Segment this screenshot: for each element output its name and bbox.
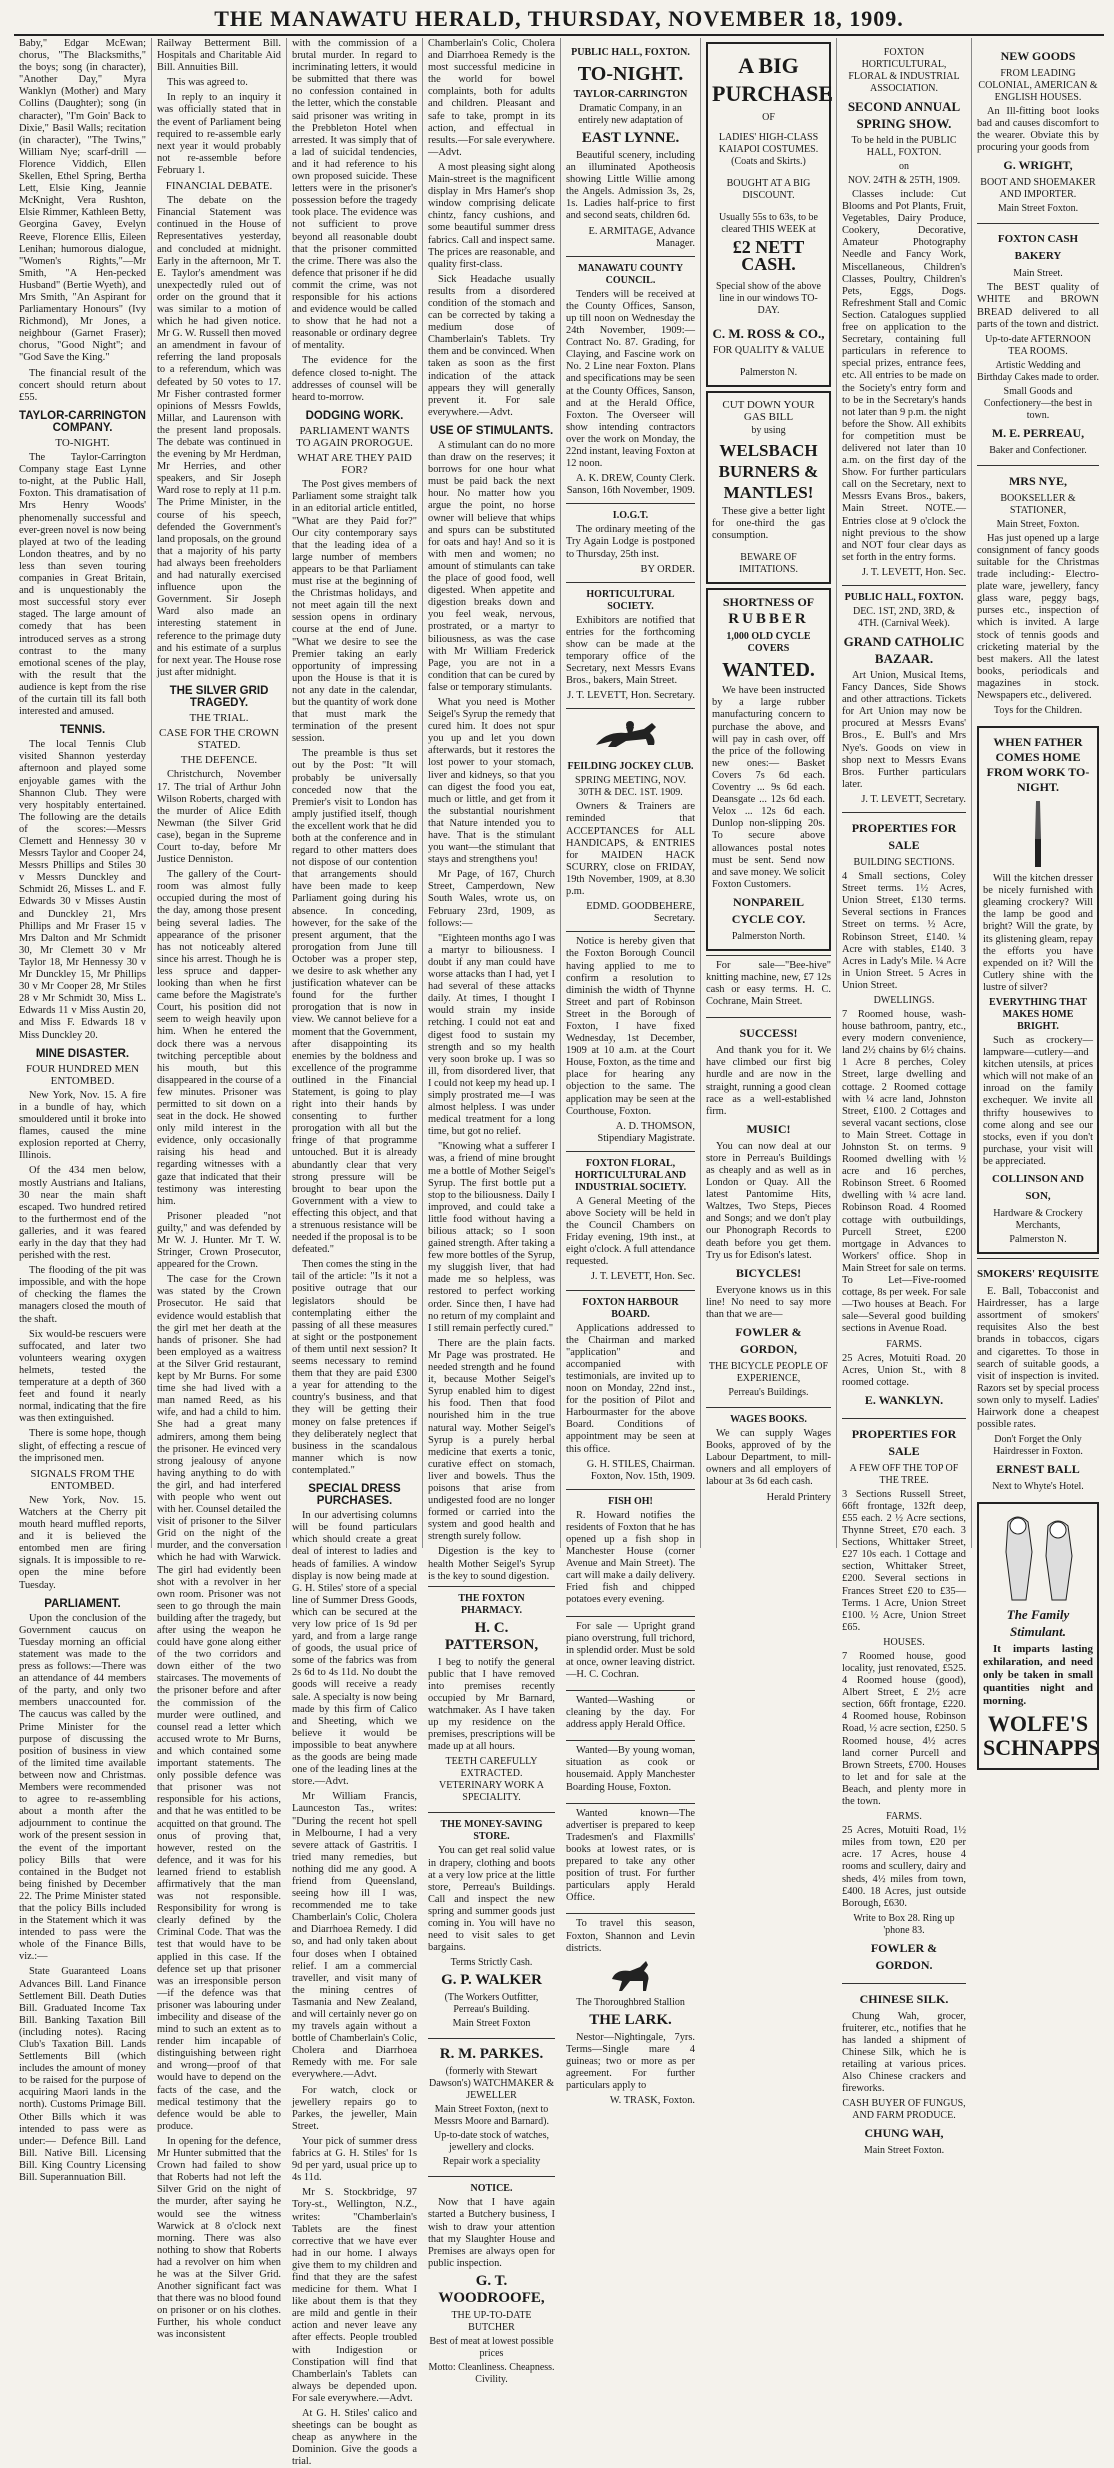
ad-place: Palmerston N.	[1009, 1234, 1067, 1246]
ad-tag: BEWARE OF IMITATIONS.	[739, 552, 798, 576]
ad-body: You can get real solid value in drapery, clothing and boots at a very low price at the little store, Perreau's Buildings. Call and inspect the new spring and summer goods just coming in. You will have no need to visit sales to get bargains.	[428, 1845, 555, 1954]
ad-place: Palmerston N.	[739, 367, 798, 378]
ad-title: FISH OH!	[608, 1495, 653, 1507]
ad-sign: BY ORDER.	[640, 563, 695, 575]
article-paragraph: State Guaranteed Loans Advances Bill. Land Finance Settlement Bill. Death Duties Bill. Graduated Income Tax Bill. Banking Taxation Bill (including notes). Racing Club's Taxation Bill. Lands Settlements Bill (which includes the amount of money to be raised for the purpose of acquiring Maori lands in the north). Customs Primage Bill. Other Bills which it was intended to pass were as under:— Defence Bill. Land Bill. Native Bill. Licensing Bill. King Country Licensing Bill. Superannuation Bill.	[19, 1966, 146, 2184]
ad-farms: FARMS.	[886, 1338, 922, 1350]
ad-body: I beg to notify the general public that I have removed into premises recently occupied by Mr Barnard, watchmaker. As I have taken up my residence on the premises, prescriptions will be made up at all hours.	[428, 1656, 555, 1753]
column-3	[287, 38, 423, 2468]
ad-dwellings: DWELLINGS.	[873, 994, 935, 1006]
ad-title: WAGES BOOKS.	[730, 1414, 807, 1426]
article-paragraph: The evidence for the defence closed to-night. The addresses of counsel will be heard to-morrow.	[292, 355, 417, 403]
subheading: FOUR HUNDRED MEN ENTOMBED.	[25, 1062, 140, 1087]
ad-title: WHEN FATHER COMES HOME FROM WORK TO-NIGHT.	[986, 735, 1090, 795]
ad-bought: BOUGHT AT A BIG DISCOUNT.	[726, 178, 811, 201]
ad-list: 3 Sections Russell Street, 66ft frontage, 132ft deep, £55 each. 2 ½ Acre sections, Thynne Street, £70 each. 3 Sections, Whittaker Street, £27 10s each. 1 Cottage and section, Whittaker Street, £200. Several sections in Frances Street £20 to £35—Terms. 1 Acre, Union Street £100. ½ Acre, Union Street £65.	[842, 1488, 966, 1633]
ad-success	[706, 1017, 831, 1404]
ad-name: THE LARK.	[589, 2011, 672, 2028]
ad-on: on	[899, 161, 909, 172]
ad-covers: 1,000 OLD CYCLE COVERS	[726, 631, 811, 655]
ad-new-goods	[977, 41, 1099, 220]
ad-by: by using	[751, 425, 786, 436]
ad-slogan: FOR QUALITY & VALUE	[712, 345, 825, 356]
ad-body: For sale — Upright grand piano overstrung, full trichord, in splendid order. Must be sold at once, owner leaving district.—H. C. Cochran.	[566, 1620, 695, 1680]
masthead-title: THE MANAWATU HERALD, THURSDAY, NOVEMBER 18, 1909.	[214, 6, 904, 31]
article-paragraph: Mr S. Stockbridge, 97 Tory-st., Wellington, N.Z., writes: "Chamberlain's Tablets are the finest corrective that we have ever had in our home. I always give them to my children and find that they are the safest medicine for them. What I like about them is that they are mild and gentle in their action and never leave any after effects. People troubled with Indigestion or Constipation will find that Chamberlain's Tablets can always be depended upon. For sale everywhere.—Advt.	[292, 2187, 417, 2404]
ad-bicycles-text: Everyone knows us in this line! No need to say more than that we are—	[706, 1284, 831, 1320]
ad-address: Next to Whyte's Hotel.	[992, 1481, 1084, 1493]
ad-sign: EDMD. GOODBEHERE, Secretary.	[586, 901, 695, 925]
ad-piano	[566, 1616, 695, 1687]
ad-body: (formerly with Stewart Dawson's) WATCHMAKER & JEWELLER	[429, 2066, 554, 2102]
ad-rubber: RUBBER	[728, 611, 809, 628]
ad-title: CHINESE SILK.	[859, 1991, 949, 2006]
ad-body: R. Howard notifies the residents of Foxton that he has opened up a fish shop in Manchester House (corner Avenue and Main Street). The cart will make a daily delivery. Fried fish and chipped potatoes every evening.	[566, 1509, 695, 1606]
ad-spring-show	[842, 41, 966, 582]
article-paragraph: The debate on the Financial Statement was continued in the House of Representatives yesterday, and concluded at midnight. Early in the afternoon, Mr T. E. Taylor's amendment was unexpectedly ruled out of order on the ground that it was similar to a motion of which he had given notice. Mr G. W. Russell then moved an amendment in favour of referring the land proposals to a referendum, which was defeated by 50 votes to 17. Mr Fisher contrasted former opinions of Messrs Fowlds, Millar, and Laurenson with the present land proposals. The debate was continued in the evening by Mr Herdman, Mr Herries, and other speakers, and Sir Joseph Ward rose to reply at 11 p.m. The Prime Minister, in the course of his speech, defended the Government's land proposals, on the ground that a majority of his party had always been freeholders and had naturally exercised influence upon the Government. Sir Joseph Ward also made an interesting statement in reference to the primage duty and his estimate of a surplus for next year. The House rose just after midnight.	[157, 195, 281, 678]
ad-body: For sale—"Bee-hive" knitting machine, new, £7 12s cash or easy terms. H. C. Cochrane, Main Street.	[706, 959, 831, 1008]
article-paragraph: There are the plain facts. Mr Page was prostrated. He needed strength and he found it, because Mother Seigel's Syrup enabled him to digest his food. Then that food nourished him in the true natural way. Mother Seigel's Syrup is a purely herbal medicine that exerts a tonic, curative effect on stomach, liver and bowels. Thus the poisons that arise from undigested food are no longer formed or carried into the system and good health and strength surely follow.	[428, 1337, 555, 1543]
ad-sign: W. TRASK, Foxton.	[609, 2095, 695, 2107]
ad-sub: FROM LEADING COLONIAL, AMERICAN & ENGLISH HOUSES.	[978, 68, 1098, 103]
ad-welsbach	[706, 391, 831, 584]
ad-terms: Terms Strictly Cash.	[450, 1957, 533, 1969]
ad-brand: WOLFE'S SCHNAPPS	[983, 1711, 1100, 1761]
ad-body: It imparts lasting exhilaration, and need only be taken in small quantities night and morning.	[983, 1643, 1093, 1708]
article-paragraph: "Eighteen months ago I was a martyr to biliousness. I doubt if any man could have worse attacks than I had, yet I had several of these attacks daily. At times, I thought I would strain my inside retching. I could not eat and digest food to sustain my strength and so my health very soon broke up. I was so ill, from disordered liver, that I could not keep my head up. I simply prostrated me—I was almost helpless. I was under medical treatment for a long time, but got no relief.	[428, 932, 555, 1138]
ad-title: NEW GOODS	[1000, 49, 1076, 63]
ad-knitting-machine	[706, 955, 831, 1014]
ad-body: Exhibitors are notified that entries for the forthcoming show can be made at the temporary office of the Secretary, next Messrs Evans Bros., bakers, Main Street.	[566, 614, 695, 687]
ad-jockey-club	[566, 708, 695, 928]
ad-sign: J. T. LEVETT, Secretary.	[861, 793, 966, 805]
ad-name: G. T. WOODROOFE,	[438, 2272, 545, 2306]
ad-floral-society	[566, 1151, 695, 1287]
ad-title: FOXTON HARBOUR BOARD.	[582, 1296, 679, 1320]
ad-head: SHORTNESS OF	[722, 595, 815, 610]
column-5	[561, 38, 701, 2107]
ad-body: We have been instructed by a large rubber manufacturing concern to purchase the above, and will pay in cash over, off the price of the following new ones:— Basket Covers 7s 6d each. Coventry ... 9s 6d each. Deansgate ... 12s 6d each. Velox ... 12s 6d each. Dunlop non-slipping 20s. To secure above allowances postal notes must be sent. Send now and save money. We solicit Foxton Customers.	[712, 685, 825, 890]
heading-taylor-carrington: TAYLOR-CARRINGTON COMPANY.	[19, 409, 146, 434]
ad-sign: E. ARMITAGE, Advance Manager.	[588, 225, 695, 249]
ad-tag: Don't Forget the Only Hairdresser in Foxton.	[993, 1434, 1083, 1458]
ad-chinese-silk	[842, 1983, 966, 2163]
ad-books	[566, 1803, 695, 1911]
article-paragraph: This was agreed to.	[167, 77, 248, 89]
ad-title: HORTICULTURAL SOCIETY.	[586, 588, 675, 612]
article-paragraph: Your pick of summer dress fabrics at G. H. Stiles' for 1s 9d per yard, usual price up to 4s 11d.	[292, 2135, 417, 2184]
dutch-children-illustration-icon	[988, 1512, 1088, 1602]
ad-list: 25 Acres, Motuiti Road, 1½ miles from town, £20 per acre. 17 Acres, house 4 rooms and scullery, dairy and sheds, 4½ miles from town, £400. 18 Acres, just outside Borough, £630.	[842, 1825, 966, 1909]
ad-stock: Up-to-date stock of watches, jewellery and clocks.	[434, 2130, 549, 2154]
ad-body: Classes include: Cut Blooms and Pot Plants, Fruit, Vegetables, Dairy Produce, Cookery, Decorative, Amateur Photography Needle and Fancy Work, Miscellaneous, Children's Classes, Poultry, Children's Pets, Eggs, Dogs. Refreshment Stall and Comic Section. Catalogues supplied free on application to the Secretary, containing full particulars in reference to special prizes, entrance fees, etc. All entries to be made on the Society's entry form and to be in the Secretary's hands not later than 9 p.m. the night before the Show. All exhibits for competition must be delivered not later than 10 a.m. on the first day of the Show. For further particulars call on the Secretary, next to Messrs Evans Bros., bakers, Main Street. NOTE.—Entries close at 9 o'clock the night previous to the show and NOT four clear days as set forth in the entry forms.	[842, 189, 966, 563]
ad-farms: FARMS.	[886, 1811, 922, 1823]
ad-big: SECOND ANNUAL SPRING SHOW.	[847, 99, 961, 131]
ad-east-lynne	[566, 41, 695, 253]
ad-sub: BOOKSELLER & STATIONER,	[1000, 492, 1076, 516]
ad-body: Dramatic Company, in an entirely new adaptation of	[578, 103, 683, 126]
article-paragraph: Mr William Francis, Launceston Tas., writes: "During the recent hot spell in Melbourne, I had a very severe attack of Gastritis. I tried many remedies, but nothing did me any good. A friend from Queensland, seeing how ill I was, recommended me to take Chamberlain's Colic, Cholera and Diarrhoea Remedy. I did so, and had only taken about four doses when I obtained relief. I am a commercial traveller, and visit many of the mining centres of Tasmania and New Zealand, and will certainly never go on my travels again without a bottle of Chamberlain's Colic, Cholera and Diarrhoea Remedy with me. For sale everywhere.—Advt.	[292, 1791, 417, 2081]
concert-programme: Baby," Edgar McEwan; chorus, "The Blacksmiths," the boys; song (in character), "Another Day," Myra Wanklyn (Mother) and Mary Collins (Daughter); song (in character), "I'm Goin' Back to Dixie," Basil Walls; recitation (in character), "The Twins," William Nye; scarf-drill —Florence Viddich, Ellen Skellen, Ethel Spring, Bertha Lett, Elsie King, Jeannie McKnight, Vera Rushton, Elsie Rimmer, Kathleen Betty, Georgina Gavey, Evelyn Reeve, Florence Ellis, Eileen Lenihan; humorous dialogue, "Women's Rights,"—Mr Smith, "A Hen-pecked Husband" (Bertie Wyeth), and Mrs Smith, "An Aspirant for Parliamentary Honours" (Ivy Richmond), Mr Jones, a neighbour (Garnet Fraser); chorus, "Good Night"; and "God Save the King."	[19, 38, 146, 364]
ad-head: CUT DOWN YOUR GAS BILL	[722, 399, 815, 423]
ad-harbour-board	[566, 1290, 695, 1486]
ad-address: Main Street Foxton, (next to Messrs Moore and Barnard).	[434, 2104, 549, 2128]
ad-tag: Repair work a speciality	[442, 2156, 541, 2168]
ad-trade: Baker and Confectioner.	[989, 444, 1087, 456]
ad-address: Main Street Foxton.	[997, 203, 1079, 215]
ad-sub: The Thoroughbred Stallion	[576, 1996, 685, 2008]
ad-body: The ordinary meeting of the Try Again Lodge is postponed to Thursday, 25th inst.	[566, 524, 695, 560]
ad-best: Best of meat at lowest possible prices	[429, 2335, 554, 2359]
ad-title: NOTICE.	[470, 2183, 513, 2195]
ad-sections: BUILDING SECTIONS.	[853, 857, 955, 869]
ad-list: 25 Acres, Motuiti Road. 20 Acres, Union St., with 8 roomed cottage.	[842, 1352, 966, 1388]
ad-body: Wanted known—The advertiser is prepared to keep Tradesmen's and Flaxmills' books at lowest rates, or is prepared to take any other position of trust. For further particulars apply Herald Office.	[566, 1807, 695, 1904]
ad-county-council	[566, 256, 695, 501]
ad-sign: G. H. STILES, Chairman. Foxton, Nov. 15th, 1909.	[586, 1458, 695, 1482]
heading-silver-grid: THE SILVER GRID TRAGEDY.	[169, 684, 269, 709]
ad-sign: E. WANKLYN.	[864, 1392, 944, 1407]
ad-firm-sub: THE BICYCLE PEOPLE OF EXPERIENCE,	[708, 1361, 829, 1385]
ad-address: Main Street Foxton.	[863, 2145, 945, 2157]
ad-smokers	[977, 1258, 1099, 1498]
article-paragraph: The Post gives members of Parliament some straight talk in an editorial article entitled, "What are they Paid for?" Our city contemporary says that the leading idea of a large number of members appears to be that Parliament must rise at the beginning of the Christmas holidays, and not meet again till the next session opens in ordinary course at the end of June. "What we desire to see the Premier taking an early opportunity of impressing upon the House is that it is not any date in the calendar, but the quantity of work done that must mark the termination of the present session.	[292, 479, 417, 745]
ad-money-saving-store	[428, 1812, 555, 2035]
ad-firm: FOWLER & GORDON,	[735, 1325, 802, 1357]
ad-name: COLLINSON AND SON,	[992, 1173, 1084, 1203]
article-paragraph: Prisoner pleaded "not guilty," and was defended by Mr W. J. Hunter. Mr T. W. Stringer, Crown Prosecutor, appeared for the Crown.	[157, 1210, 281, 1271]
article-paragraph: Upon the conclusion of the Government caucus on Tuesday morning an official statement was made to the press as follows:—There was an attendance of 44 members of the party, and only two members unaccounted for. The caucus was called by the Prime Minister for the purpose of discussing the position of business in view of the limited time available between now and Christmas. Members were recommended to agree to re-assembling about a month after the adjournment to continue the work of the present session in the event of the important policy Bills that were contained in the Budget not being finished by December 22. The Prime Minister stated that the policy Bills included in the Statement which it was intended to pass were the whole of the Finance Bills, viz.:—	[19, 1612, 146, 1963]
ad-title: PROPERTIES FOR SALE	[851, 1426, 957, 1458]
ad-date: NOV. 24TH & 25TH, 1909.	[847, 175, 961, 186]
ad-address: Main Street Foxton	[452, 2018, 531, 2030]
ad-houses: HOUSES.	[883, 1636, 925, 1648]
column-7	[837, 38, 972, 2157]
ad-big: GRAND CATHOLIC BAZAAR.	[843, 634, 965, 666]
ad-body: We can supply Wages Books, approved of by the Labour Department, to mill-owners and all employers of labour at 3s 6d each cash.	[706, 1428, 831, 1488]
ad-motto: Motto: Cleanliness. Cheapness. Civility.	[428, 2361, 555, 2385]
ad-text: Beautiful scenery, including an illuminated Apotheosis showing Little Willie among the Angels. Admission 3s, 2s, 1s. Ladies half-price to first and second seats, children 6d.	[566, 150, 695, 222]
ad-body: Owners & Trainers are reminded that ACCEPTANCES for ALL HANDICAPS, & ENTRIES for MAIDEN HACK SCURRY, close on FRIDAY, 19th November, 1909, at 8.30 p.m.	[566, 801, 695, 898]
ad-title: SMOKERS' REQUISITE	[977, 1268, 1099, 1281]
ad-name: M. E. PERREAU,	[991, 425, 1085, 440]
ad-body: Wanted—Washing or cleaning by the day. For address apply Herald Office.	[566, 1695, 695, 1731]
ad-body: Has just opened up a large consignment of fancy goods suitable for the Christmas trade including:- Electro-plate ware, jewellery, fancy glass ware, peggy bags, purses etc., inspection of which is invited. A large stock of tennis goods and cricketing material by the best makers. All the latest books, periodicals and magazines in stock. Newspapers etc., delivered.	[977, 532, 1099, 701]
ad-big: TO-NIGHT.	[577, 63, 684, 85]
subheading: WHAT ARE THEY PAID FOR?	[297, 452, 412, 477]
article-paragraph: The flooding of the pit was impossible, and with the hope of checking the flames the managers closed the mouth of the shaft.	[19, 1265, 146, 1325]
ad-body: Notice is hereby given that the Foxton Borough Council having applied to me to confirm a resolution to diminish the width of Thynne Street and part of Robinson Street in the Borough of Foxton, I have fixed Wednesday, 1st December, 1909 at 10 a.m. at the Court House, Foxton, as the time and place for hearing any objection to the same. The application may be seen at the Courthouse, Foxton.	[566, 936, 696, 1117]
ad-rubber	[706, 588, 831, 951]
ad-name: G. WRIGHT,	[1003, 158, 1073, 173]
ad-list: 7 Roomed house, good locality, just renovated, £525. 4 Roomed house (good), Albert Street, £ 2½ acre section, 66ft frontage, £220. 4 Roomed house, Robinson Road, ½ acre section, £250. 5 Roomed house, 4½ acres land corner Purcell and Brown Streets, £700. Houses to let and for sale at the Beach, and plenty more in the town.	[842, 1650, 966, 1808]
ad-sign: Herald Printery	[766, 1491, 831, 1503]
ad-list: 7 Roomed house, wash-house bathroom, pantry, etc., every modern convenience, land 2½ chains by 6½ chains. 1 Acre 8 perches, Coley Street, large dwelling and cottage. 2 Roomed cottage with ¼ acre land, Johnston Street, £100. 2 Cottages and several vacant sections, close to Main Street. Cottage in Johnston St. on terms. 9 Roomed dwelling with ½ acre and 16 perches, Robinson Street. 6 Roomed dwelling with ¼ acre land. Robinson Road. 4 Roomed cottage with outbuildings, Purcell Street, £200 mortgage in Advances to Workers' office. Shop in Main Street for sale on terms. To Let—Five-roomed cottage, 8s per week. For sale—Two houses at Beach. For sale—Several good building sections in Avenue Road.	[842, 1008, 966, 1335]
ad-body: The BEST quality of WHITE and BROWN BREAD delivered to all parts of the town and district.	[977, 282, 1099, 330]
ad-body: Chung Wah, grocer, fruiterer, etc., notifies that he has landed a shipment of Chinese Silk, which he is retailing at various prices. Also Chinese crackers and fireworks.	[842, 2010, 966, 2095]
column-8	[972, 38, 1104, 1761]
ad-special: Special show of the above line in our windows TO-DAY.	[716, 281, 821, 316]
ad-woodroofe	[428, 2176, 555, 2391]
ad-bicycles: BICYCLES!	[735, 1265, 802, 1280]
ad-body: An Ill-fitting boot looks bad and causes discomfort to the wearer. Obviate this by procuring your goods from	[977, 106, 1099, 154]
ad-play: EAST LYNNE.	[581, 130, 680, 146]
subheading-tonight: TO-NIGHT.	[55, 437, 110, 449]
ad-father-comes-home	[977, 726, 1099, 1254]
ad-company: TAYLOR-CARRINGTON	[573, 89, 688, 100]
article-paragraph: A stimulant can do no more than draw on the reserves; it borrows for one hour what must be paid back the next hour. No matter how you argue the point, no horse owner will believe that whips and spurs can be substituted for oats and hay! And so it is with men and women; no amount of stimulants can take the place of good food, well digested. When appetite and digestion breaks down and you feel weak, nervous, prostrated, or a martyr to biliousness, as was the case with Mr William Frederick Page, you are not in a condition that can be cured by false or temporary stimulants.	[428, 440, 555, 693]
ad-firm: C. M. ROSS & CO.,	[712, 326, 825, 341]
ad-tea: Up-to-date AFTERNOON TEA ROOMS.	[985, 333, 1091, 357]
article-paragraph: "Knowing what a sufferer I was, a friend of mine brought me a bottle of Mother Seigel's Syrup. The first bottle put a stop to the biliousness. Daily I improved, and could take a little food without having a bilious attack; so I soon gained strength. After taking a few more bottles of the Syrup, my sluggish liver, that had made me so helpless, was restored to perfect working order. Since then, I have had no return of my complaint and I still remain perfectly cured."	[428, 1141, 555, 1334]
ad-title: THE MONEY-SAVING STORE.	[440, 1819, 543, 1843]
ad-sub: (The Workers Outfitter, Perreau's Building.	[444, 1992, 539, 2016]
ad-notice-borough	[566, 931, 695, 1148]
ad-body: LADIES' HIGH-CLASS KAIAPOI COSTUMES. (Coats and Skirts.)	[718, 132, 819, 167]
ad-address: Main Street, Foxton.	[996, 518, 1080, 530]
concert-result: The financial result of the concert should return about £55.	[19, 367, 146, 403]
ad-sub: THE UP-TO-DATE BUTCHER	[451, 2309, 532, 2333]
ad-name: CHUNG WAH,	[864, 2126, 944, 2141]
ad-properties-wanklyn	[842, 812, 966, 1415]
ad-toys: Toys for the Children.	[993, 705, 1083, 717]
ad-sign: J. T. LEVETT, Hon. Sec.	[590, 1271, 695, 1283]
ad-big-purchase	[706, 42, 834, 387]
article-paragraph: with the commission of a brutal murder. In regard to incriminating letters, it would be submitted that there was no confession contained in the letter, which the constable said prisoner was writing in the Prebbleton Hotel when arrested. It was simply that of a lad of suicidal tendencies, and it had reference to his own proposed suicide. These letters were in the prisoner's possession before the tragedy took place. The evidence was not sufficient to prove beyond all reasonable doubt that the prisoner committed the crime. There was also the defence that prisoner if he did commit the crime, was not responsible for his actions and evidence would be called to show that he had not a reasonable or ordinary degree of mentality.	[292, 38, 417, 352]
ad-body: These give a better light for one-third the gas consumption.	[712, 506, 825, 542]
ad-cakes: Artistic Wedding and Birthday Cakes made to order.	[977, 359, 1099, 383]
article-paragraph: Then comes the sting in the tail of the article: "Is it not a positive outrage that our legislators should be contemplating either the passing of all these measures at sight or the postponement of them until next session? It seems necessary to remind them that they are paid £300 a year for attending to the country's business, and that they will be getting their money on false pretences if they deliberately neglect that business in the scandalous manner which is now contemplated."	[292, 1259, 417, 1476]
ad-title: FEILDING JOCKEY CLUB.	[567, 761, 694, 773]
knife-icon	[1028, 799, 1048, 869]
ad-cash-bakery	[977, 223, 1099, 461]
heading-stimulants: USE OF STIMULANTS.	[429, 424, 554, 437]
ad-sub: SPRING MEETING, NOV. 30TH & DEC. 1ST. 1909.	[575, 775, 686, 799]
ad-foxton-pharmacy	[428, 1586, 555, 1810]
ad-script: The Family Stimulant.	[1006, 1607, 1070, 1640]
subheading: PARLIAMENT WANTS TO AGAIN PROROGUE.	[296, 424, 413, 449]
column-1	[14, 38, 152, 2184]
ad-sign: FOWLER & GORDON.	[870, 1940, 938, 1972]
ad-sign: J. T. LEVETT, Hon. Sec.	[861, 566, 966, 578]
ad-body: Now that I have again started a Butchery business, I wish to draw your attention that my Slaughter House and Premises are always open for public inspection.	[428, 2197, 555, 2269]
article-paragraph: The case for the Crown was stated by the Crown Prosecutor. He said that evidence would establish that the girl met her death at the hands of prisoner. She had been employed as a waitress at the Silver Grid restaurant, kept by Mr Burns. For some time she had lived with a man named Reed, as his wife, and had a child to him. She had a great many admirers, among them being the prisoner. He evinced very strong jealousy of anyone having anything to do with the girl, and had interfered with people who went out with her. Counsel detailed the visit of prisoner to the Silver Grid on the night of the murder, and the conversation which he had with Warwick. The girl had evidently been shot with a revolver in her own room. Prisoner was not seen to go through the main building after the tragedy, but after using the weapon he could have gone along either of the two corridors and down either of the two staircases. The movements of the prisoner before and after the commission of the murder were outlined, and counsel read a letter which accused wrote to Mr Burns, and which contained some important statements. The only possible defence was that prisoner was not responsible for his actions, and that he was entitled to be acquitted on that ground. The onus of proving that, however, rested on the defence, and it was for his learned friend to establish affirmatively that the man was not responsible. Responsibility for wrong is clearly defined by the Criminal Code. That was the test that would have to be applied in this case. If the defence set up that prisoner was an irresponsible person—if the defence was that prisoner was labouring under imbecility and disease of the mind to such an extent as to render him incapable of distinguishing between right and wrong—proof of that would have to depend on the facts of the case, and the medical testimony that the defence would be able to produce.	[157, 1274, 281, 2132]
ad-music-text: You can now deal at our store in Perreau's Buildings as cheaply and as well as in London or Quay. All the latest Pantomime Hits, Waltzes, Two Steps, Pieces and Songs; and we don't play our Phonograph Records to death before you get them. Try us for Edison's latest.	[706, 1140, 831, 1261]
masthead	[14, 4, 1104, 36]
ad-title: MRS NYE,	[1008, 473, 1067, 488]
ad-mrs-nye	[977, 465, 1099, 722]
ad-wolfes-schnapps	[977, 1502, 1099, 1770]
ad-fish	[566, 1489, 695, 1613]
ad-name: R. M. PARKES.	[439, 2046, 544, 2063]
subheading: SIGNALS FROM THE ENTOMBED.	[30, 1467, 135, 1492]
ad-head: FOXTON HORTICULTURAL, FLORAL & INDUSTRIAL ASSOCIATION.	[848, 47, 960, 94]
subheading: CASE FOR THE CROWN STATED.	[159, 727, 279, 752]
ad-washing	[566, 1690, 695, 1737]
jockey-horse-icon	[586, 717, 676, 757]
ad-date: DEC. 1ST, 2ND, 3RD, & 4TH. (Carnival Week).	[852, 606, 956, 629]
ad-head: A FEW OFF THE TOP OF THE TREE.	[849, 1462, 959, 1486]
article-paragraph: Of the 434 men below, mostly Austrians and Italians, 30 near the main shaft escaped. Two hundred retired to the furthermost end of the galleries, and it was feared early in the day that they had perished with the rest.	[19, 1165, 146, 1262]
article-paragraph: Six would-be rescuers were suffocated, and later two volunteers wearing oxygen helmets, tested the temperature at a depth of 360 feet and found it nearly normal, indicating that the fire was then extinguished.	[19, 1328, 146, 1425]
subheading: THE DEFENCE.	[180, 754, 258, 767]
ad-price: £2 NETT CASH.	[732, 237, 805, 274]
ad-body: A General Meeting of the above Society will be held in the Council Chambers on Friday evening, 19th inst., at eight o'clock. A full attendance requested.	[566, 1195, 695, 1268]
heading-tennis: TENNIS.	[59, 724, 106, 737]
article-paragraph: Mr Page, of 167, Church Street, Camperdown, New South Wales, wrote us, on February 23rd, 1909, as follows:—	[428, 869, 555, 929]
heading-special-dress: SPECIAL DRESS PURCHASES.	[308, 1482, 401, 1508]
ad-every: EVERYTHING THAT MAKES HOME BRIGHT.	[989, 997, 1087, 1032]
article-paragraph: In reply to an inquiry it was officially stated that in the event of Parliament being required to re-assemble early next year it would probably not re-assemble before February 1.	[157, 92, 281, 176]
article-paragraph: For watch, clock or jewellery repairs go to Parkes, the jeweller, Main Street.	[292, 2084, 417, 2132]
ad-body: Art Union, Musical Items, Fancy Dances, Side Shows and other attractions. Tickets for Art Union may now be procured at Messrs Evans' Bros., E. Bull's and Mrs Nye's. Goods on view in shop next to Messrs Evans Bros. Further particulars later.	[842, 670, 966, 790]
article-paragraph: New York, Nov. 15. A fire in a bundle of hay, which smouldered until it broke into flames, caused the mine explosion reported at Cherry, Illinois.	[19, 1089, 146, 1162]
ad-horticultural	[566, 582, 695, 706]
ad-name: ERNEST BALL	[996, 1462, 1080, 1477]
ad-body: Applications addressed to the Chairman and marked "application" and accompanied with testimonials, are invited up to noon on Monday, 22nd inst., for the position of Pilot and Harbourmaster for the above Board. Conditions of appointment may be seen at this office.	[566, 1322, 695, 1455]
ad-body: Will the kitchen dresser be nicely furnished with gleaming crockery? Will the lamp be good and bright? Will the grate, by its glistening gleam, repay the efforts you have expended on it? Will the Cutlery shine with the lustre of silver?	[983, 873, 1093, 993]
ad-stallion	[566, 1913, 695, 2110]
ad-tag: TEETH CAREFULLY EXTRACTED. VETERINARY WORK A SPECIALITY.	[439, 1756, 544, 1804]
article-paragraph: The gallery of the Court-room was almost fully occupied during the most of the day, among those present being several ladies. The appearance of the prisoner has not noticeably altered since his arrest. Though he is less spruce and dapper-looking than when he first came before the Magistrate's Court, his position did not seem to weigh heavily upon him. When he entered the dock there was a nervous twitching perceptible about his mouth, but this disappeared in the course of a few minutes. Prisoner was permitted to sit down on a seat in the dock. He showed only mild interest in the evidence, only occasionally raising his head and regarding witnesses with a gaze that indicated that their testimony was interesting him.	[157, 869, 281, 1207]
ad-head: PUBLIC HALL, FOXTON.	[571, 47, 690, 58]
ad-sign: A. D. THOMSON, Stipendiary Magistrate.	[597, 1120, 695, 1144]
ad-big: WELSBACH BURNERS & MANTLES!	[718, 441, 819, 502]
stallion-horse-icon	[606, 1959, 656, 1993]
article-paragraph: A most pleasing sight along Main-street is the magnificent display in Mrs Hamer's shop window comprising delicate chintz, fancy cushions, and some beautiful summer dress fabrics. Call and inspect same. The prices are reasonable, and quality first-class.	[428, 161, 555, 270]
article-paragraph: The local Tennis Club visited Shannon yesterday afternoon and played some enjoyable games with the Shannon Club. They were very hospitably entertained. The following are the details of the scores:—Messrs Clemett and Hennessy 30 v Messrs Taylor and Cooper 24, Messrs Phillips and Stiles 30 v Messrs Dunckley and Schmidt 26, Misses L. and F. Edwards 30 v Misses Austin and Dunckley 21, Mrs Phillips and Mr Fraser 15 v Mrs Dalton and Mr Schmidt 30, Mr Clemett 30 v Mr Taylor 18, Mr Hennessy 30 v Mr Dunckley 15, Mr Phillips 30 v Mr Cooper 28, Mr Stiles 28 v Mr Schmidt 30, Miss L. Edwards 11 v Miss Austin 20, and Miss F. Edwards 18 v Miss Dunckley 20.	[19, 739, 146, 1041]
ad-title: THE FOXTON PHARMACY.	[458, 1592, 525, 1616]
ad-body: E. Ball, Tobacconist and Hairdresser, has a large assortment of smokers' requisites Also the best brands in tobaccos, cigars and cigarettes. To those in search of suitable goods, a visit of inspection is invited. Razors set by special process sown only to myself. Ladies' Hairwork done a cheapest possible rates.	[977, 1286, 1099, 1431]
ad-big: A BIG PURCHASE	[712, 53, 834, 106]
ad-title: I.O.G.T.	[612, 510, 649, 522]
article-paragraph: What you need is Mother Seigel's Syrup the remedy that cured him. It does not spur you up and let you down afterwards, but it restores the lost power to your stomach, liver and kidneys, so that you can digest the food you eat, much or little, and get from it the substantial nourishment that Nature intended you to have. That is the stimulant you want—the stimulant that stays and strengthens you!	[428, 696, 555, 866]
heading-financial-debate: FINANCIAL DEBATE.	[165, 180, 273, 193]
ad-title: PROPERTIES FOR SALE	[851, 821, 957, 853]
ad-trade: BOOT AND SHOEMAKER AND IMPORTER.	[980, 177, 1096, 201]
article-paragraph: The Taylor-Carrington Company stage East Lynne to-night, at the Public Hall, Foxton. This dramatisation of Mrs Henry Woods' phenomenally successful and ever-green novel is now being played at two of the leading London theatres, and by no less than seven touring companies in Great Britain, and is unquestionably the most successful story ever staged. The large amount of comedy that has been introduced serves as a strong contrast to the many emotional scenes of the play, with the result that the audience is kept from the rise of the curtain till its fall both interested and amused.	[19, 452, 146, 718]
article-paragraph: Chamberlain's Colic, Cholera and Diarrhoea Remedy is the most successful medicine in the world for bowel complaints, both for adults and children. Pleasant and safe to take, prompt in its action, and effectual in results.—For sale everywhere.—Advt.	[428, 38, 555, 158]
ad-held: To be held in the PUBLIC HALL, FOXTON.	[851, 135, 957, 158]
column-6	[701, 38, 837, 1548]
article-paragraph: The preamble is thus set out by the Post: "It will probably be universally conceded now that the Premier's visit to London has amply justified itself, though the excellent work that he did both at the conference and in regard to other matters does not dispose of our contention that arrangements should have been made to keep Parliament going during his absence. In conceding, however, for the sake of the present argument, that the prorogation from June till October was a proper step, we desire to ask whether any justification whatever can be found for the further prorogation that is now in view. We cannot believe for a moment that the Government, after disappointing its enemies by the boldness and excellence of the programme outlined in the Financial Statement, is going to play right into their hands by consenting to further prorogation with all but the fringe of that programme untouched. But it is already abundantly clear that very strong pressure will be brought to bear upon the Government with a view to effecting this object, and that a strenuous resistance will be needed if the proposal is to be defeated."	[292, 748, 417, 1256]
ad-body: And thank you for it. We have climbed our first big hurdle and are now in the straight, running a good clean race as a well-established firm.	[706, 1045, 831, 1117]
ad-title: FOXTON FLORAL, HORTICULTURAL AND INDUSTRIAL SOCIETY.	[574, 1157, 687, 1193]
ad-wanted: WANTED.	[722, 659, 815, 682]
column-2	[152, 38, 287, 2341]
heading-dodging-work: DODGING WORK.	[305, 409, 404, 422]
ad-parkes	[428, 2038, 555, 2173]
ad-title: FOXTON CASH BAKERY	[997, 233, 1079, 263]
ad-music: MUSIC!	[746, 1121, 791, 1136]
ad-body: Tenders will be received at the County Offices, Sanson, up till noon on Wednesday the 24th November, 1909:— Contract No. 87. Grading, for Claying, and Fascine work on No. 2 Line near Foxton. Plans and specifications may be seen at the County Offices, Sanson, and at the Herald Office, Foxton. The Overseer will show intending contractors over the work on Monday, the 22nd instant, leaving Foxton at 12 noon.	[566, 288, 696, 470]
ad-text: Nestor—Nightingale, 7yrs. Terms—Single mare 4 guineas; two or more as per agreement. For further particulars apply to	[566, 2031, 695, 2092]
ad-body: Wanted—By young woman, situation as cook or housemaid. Apply Manchester Boarding House, Foxton.	[566, 1745, 695, 1793]
ad-of: OF	[762, 112, 775, 123]
ad-address: Main Street.	[1013, 268, 1063, 280]
ad-firm: NONPAREIL CYCLE COY.	[731, 894, 806, 926]
ad-cook	[566, 1740, 695, 1799]
ad-trade: Hardware & Crockery Merchants,	[993, 1208, 1083, 1232]
ad-small: Small Goods and Confectionery—the best in town.	[983, 385, 1093, 421]
article-paragraph: In our advertising columns will be found particulars which should create a great deal of interest to ladies and heads of families. A window display is now being made at G. H. Stiles' store of a special line of Summer Dress Goods, which can be secured at the very low price of 1s 9d per yard, and from a large range of goods, the usual price of some of the fabrics was from 2s 6d to 4s 11d. No doubt the goods will receive a ready sale. A specialty is now being made by this firm of Calico and Sheeting, which we believe it would be impossible to beat anywhere as the goods are being made one of the leading lines at the store.—Advt.	[292, 1510, 417, 1788]
heading-parliament: PARLIAMENT.	[44, 1597, 121, 1610]
ad-name: H. C. PATTERSON,	[444, 1619, 539, 1653]
column-4	[423, 38, 561, 2385]
article-paragraph: Christchurch, November 17. The trial of Arthur John Wilson Roberts, charged with the murder of Alice Edith Newman (the Silver Grid case), began in the Supreme Court to-day, before Mr Justice Denniston.	[157, 769, 281, 866]
ad-place: Perreau's Buildings.	[728, 1387, 809, 1399]
ad-head: PUBLIC HALL, FOXTON.	[844, 592, 964, 603]
ad-title: MANAWATU COUNTY COUNCIL.	[577, 262, 684, 286]
ad-body: To travel this season, Foxton, Shannon and Levin districts.	[566, 1918, 695, 1954]
ad-properties-fowler	[842, 1418, 966, 1980]
ad-usual: Usually 55s to 63s, to be cleared THIS WEEK at	[719, 212, 818, 235]
article-paragraph: Sick Headache usually results from a disordered condition of the stomach and can be corrected by taking a medium dose of Chamberlain's Tablets. Try them and be convinced. When taken as soon as the first indication of the attack appears they will generally prevent it. For sale everywhere.—Advt.	[428, 273, 555, 418]
ad-list: 4 Small sections, Coley Street terms. 1½ Acres, Union Street, £130 terms. Several sections in Frances Street on terms. ½ Acre, Robinson Street, £140. ¼ Acre with stables, £140. 3 Acres in Lady's Mile. ¼ Acre in Union Street. 5 Acres in Union Street.	[842, 871, 966, 991]
ad-iogt	[566, 503, 695, 578]
ad-catholic-bazaar	[842, 585, 966, 809]
bill-list: Railway Betterment Bill. Hospitals and Charitable Aid Bill. Annuities Bill.	[157, 38, 281, 74]
ad-name: G. P. WALKER	[441, 1972, 542, 1989]
article-paragraph: Digestion is the key to health Mother Seigel's Syrup is the key to sound digestion.	[428, 1546, 555, 1582]
article-paragraph: In opening for the defence, Mr Hunter submitted that the Crown had failed to show that Roberts had not left the Silver Grid on the night of the murder, after saying he would see the witness Warwick at 8 o'clock next morning. There was also nothing to show that Roberts had a revolver on him when he was at the Silver Grid. Another significant fact was that there was no blood found on prisoner or on his clothes. Further, his whole conduct was inconsistent	[157, 2135, 281, 2341]
article-paragraph: New York, Nov. 15. Watchers at the Cherry pit mouth heard muffled reports, and it is believed the entombed men are firing signals. It is impossible to re-open the mine before Tuesday.	[19, 1494, 146, 1591]
ad-wages-books	[706, 1407, 831, 1507]
ad-sign: A. K. DREW, County Clerk. Sanson, 16th November, 1909.	[566, 473, 695, 497]
ad-title: SUCCESS!	[739, 1026, 798, 1041]
ad-text: Such as crockery—lampware—cutlery—and kitchen utensils, at prices which will not make of an inroad on the family exchequer. We invite all thrifty housewives to come along and see our stocks, even if you don't purchase, your visit will be appreciated.	[983, 1035, 1093, 1167]
heading-mine-disaster: MINE DISASTER.	[35, 1047, 130, 1060]
ad-sign: J. T. LEVETT, Hon. Secretary.	[567, 690, 695, 702]
ad-write: Write to Box 28. Ring up 'phone 83.	[853, 1912, 955, 1936]
subheading: THE TRIAL.	[189, 712, 249, 725]
article-paragraph: There is some hope, though slight, of effecting a rescue of the imprisoned men.	[19, 1428, 146, 1464]
article-paragraph: At G. H. Stiles' calico and sheetings can be bought as cheap as anywhere in the Dominion. Give the goods a trial.	[292, 2408, 417, 2468]
ad-cash: CASH BUYER OF FUNGUS, AND FARM PRODUCE.	[842, 2098, 966, 2122]
ad-place: Palmerston North.	[731, 930, 806, 942]
